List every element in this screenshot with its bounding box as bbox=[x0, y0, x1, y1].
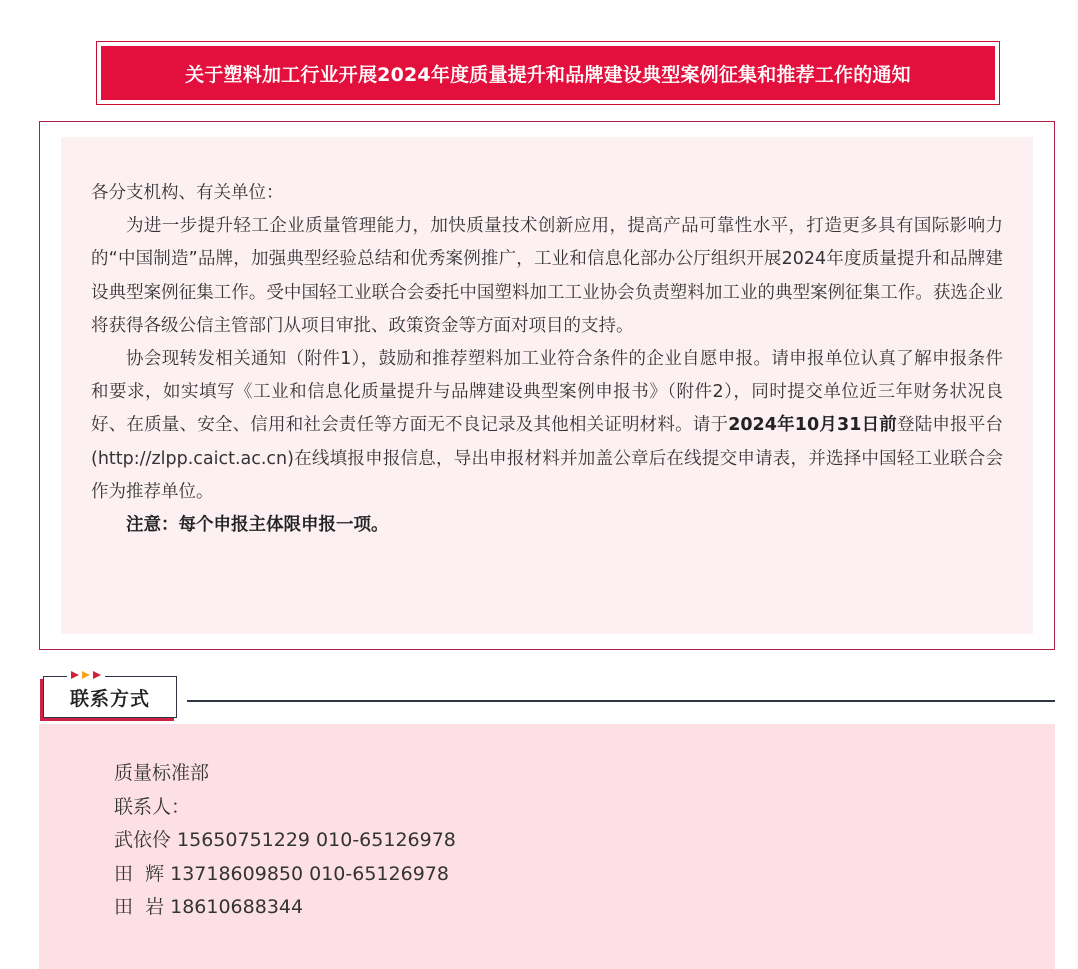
notice-body bbox=[91, 177, 1003, 542]
notice-inner bbox=[61, 137, 1033, 634]
arrow-right-icon bbox=[82, 671, 90, 679]
contact-department: 质量标准部 bbox=[114, 762, 210, 784]
paragraph-instructions-part2: 登陆申报平台(http://zlpp.caict.ac.cn)在线填报申报信息，导出申报材料并加盖公章后在线提交申请表，并选择中国轻工业联合会作为推荐单位。 bbox=[91, 415, 1003, 502]
contact-person: 武依伶 15650751229 010-65126978 bbox=[114, 829, 456, 852]
section-divider bbox=[187, 700, 1055, 702]
contact-person: 田 岩 18610688344 bbox=[114, 896, 304, 919]
paragraph-instructions bbox=[91, 343, 1003, 509]
contact-person: 田 辉 13718609850 010-65126978 bbox=[114, 862, 449, 885]
paragraph-instructions-part1: 协会现转发相关通知（附件1），鼓励和推荐塑料加工业符合条件的企业自愿申报。请申报单位认真了解申报条件和要求，如实填写《工业和信息化质量提升与品牌建设典型案例申报书》（附件2），同时提交单位近三年财务状况良好、在质量、安全、信用和社会责任等方面无不良记录及其他相关证明材料。请于 bbox=[91, 349, 1003, 436]
notice-box bbox=[39, 121, 1055, 650]
arrow-right-icon bbox=[71, 671, 79, 679]
note-text: 注意：每个申报主体限申报一项。 bbox=[126, 515, 389, 536]
deadline-text: 2024年10月31日前 bbox=[728, 415, 897, 436]
title-banner bbox=[96, 41, 1000, 105]
arrow-decoration bbox=[67, 668, 105, 682]
salutation: 各分支机构、有关单位： bbox=[91, 183, 284, 203]
page-title: 关于塑料加工行业开展2024年度质量提升和品牌建设典型案例征集和推荐工作的通知 bbox=[185, 63, 911, 86]
title-bar bbox=[101, 46, 995, 100]
arrow-right-icon bbox=[93, 671, 101, 679]
contact-tab bbox=[43, 676, 177, 718]
contact-section-header bbox=[39, 668, 1055, 720]
contact-section-title: 联系方式 bbox=[69, 687, 150, 710]
contact-label: 联系人： bbox=[114, 795, 191, 818]
contact-box bbox=[39, 724, 1055, 969]
paragraph-intro: 为进一步提升轻工企业质量管理能力，加快质量技术创新应用，提高产品可靠性水平，打造更多具有国际影响力的“中国制造”品牌，加强典型经验总结和优秀案例推广，工业和信息化部办公厅组织开展2024年度质量提升和品牌建设典型案例征集工作。受中国轻工业联合会委托中国塑料加工工业协会负责塑料加工业的典型案例征集工作。获选企业将获得各级公信主管部门从项目审批、政策资金等方面对项目的支持。 bbox=[91, 216, 1003, 336]
